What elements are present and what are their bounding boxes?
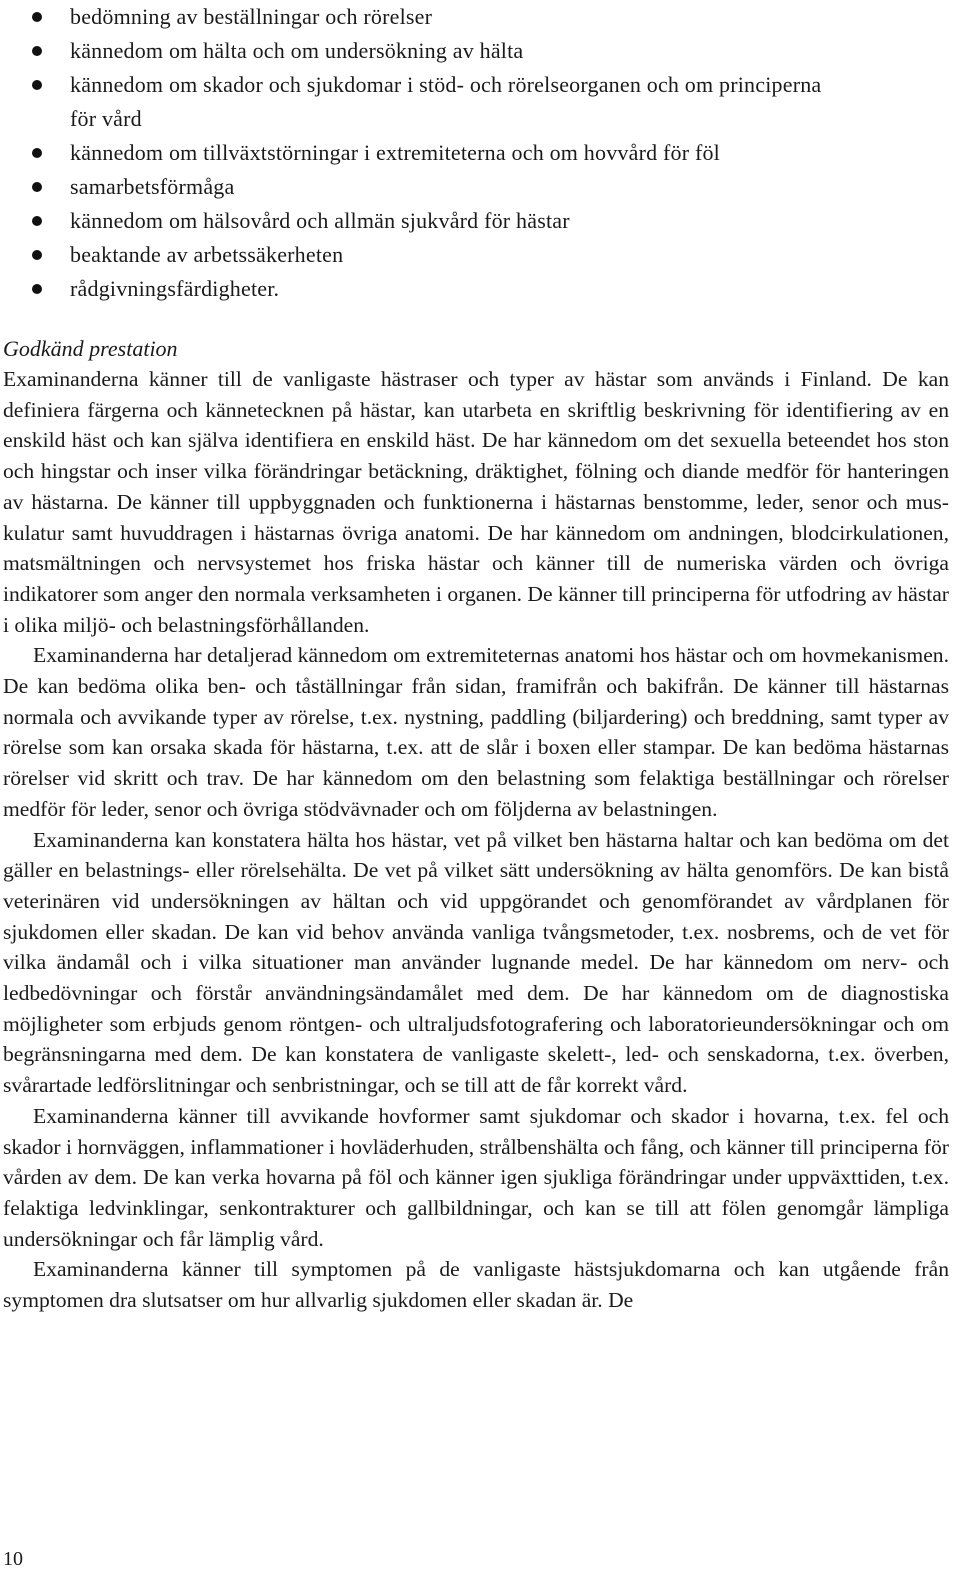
list-item: [0, 34, 960, 68]
list-item-text: rådgivningsfärdigheter.: [70, 276, 280, 301]
list-item: [0, 0, 960, 34]
list-item-text: beaktande av arbetssäkerheten: [70, 242, 344, 267]
body-text: [3, 364, 949, 1316]
page-number: 10: [3, 1548, 23, 1570]
bullet-icon: [32, 182, 42, 192]
list-item-text: samarbetsförmåga: [70, 174, 235, 199]
paragraph: Examinanderna kan konstatera hälta hos hästar, vet på vilket ben hästarna haltar och kan bedöma om det gäller en belastnings- eller rörelsehälta. De vet på vilket sätt undersökning av hälta genomförs. De kan bistå veterinären vid undersökningen av hältan och vid uppgörandet och genomförandet av vårdplanen för sjukdomen eller skadan. De kan vid behov använda vanliga tvångsmetoder, t.ex. nosbrems, och de vet för vilka ändamål och i vilka situationer man använder lugnande medel. De har kännedom om nerv- och ledbedövningar och förstår användningsändamålet med dem. De har kännedom om de diagnostiska möjligheter som erbjuds genom röntgen- och ultraljudsfotografering och laboratorieundersökningar och om begränsningarna med dem. De kan konstatera de vanligaste skelett-, led- och senskadorna, t.ex. överben, svårartade ledförslitningar och senbristningar, och se till att de får korrekt vård.: [3, 827, 949, 1098]
list-item: [0, 68, 960, 136]
section-heading: Godkänd prestation: [3, 336, 178, 361]
bullet-icon: [32, 12, 42, 22]
list-item: [0, 204, 960, 238]
list-item-text: bedömning av beställningar och rörelser: [70, 4, 433, 29]
bullet-icon: [32, 80, 42, 90]
bullet-icon: [32, 250, 42, 260]
bullet-icon: [32, 148, 42, 158]
list-item-text: kännedom om skador och sjukdomar i stöd- och rörelseorganen och om principerna för vård: [70, 72, 822, 131]
bullet-icon: [32, 46, 42, 56]
list-item: [0, 136, 960, 170]
list-item: [0, 272, 960, 306]
bullet-icon: [32, 284, 42, 294]
bullet-icon: [32, 216, 42, 226]
list-item-text: kännedom om hälta och om undersökning av hälta: [70, 38, 524, 63]
paragraph: Examinanderna har detaljerad kännedom om extremiteternas anatomi hos hästar och om hovmekanismen. De kan bedöma olika ben- och tåställningar från sidan, framifrån och bakifrån. De känner till hästarnas normala och avvikande typer av rörelse, t.ex. nystning, paddling (biljardering) och breddning, samt typer av rörelse som kan orsaka skada för hästarna, t.ex. att de slår i boxen eller stampar. De kan bedöma hästarnas rörelser vid skritt och trav. De har kännedom om den belastning som felaktiga beställningar och rörelser medför för leder, senor och övriga stödvävnader och om följderna av belastningen.: [3, 643, 949, 821]
paragraph: Examinanderna känner till avvikande hovformer samt sjukdomar och skador i hovarna, t.ex. fel och skador i hornväggen, inflammationer i hovläderhuden, strålbenshälta och fång, och känner till principerna för vården av dem. De kan verka hovarna på föl och känner igen sjukliga förändringar under uppväxttiden, t.ex. felaktiga ledvinklingar, senkontrakturer och gallbildningar, och kan se till att fölen genomgår lämpliga undersökningar och får lämplig vård.: [3, 1103, 949, 1251]
list-item-text: kännedom om hälsovård och allmän sjukvård för hästar: [70, 208, 570, 233]
paragraph: Examinanderna känner till de vanligaste hästraser och typer av hästar som används i Finland. De kan definiera färgerna och kännetecknen på hästar, kan utarbeta en skriftlig beskrivning för identifiering av en enskild häst och kan själva identifiera en enskild häst. De har kännedom om det sexuella beteendet hos ston och hingstar och inser vilka förändringar betäckning, dräktighet, fölning och diande medför för hanteringen av hästarna. De känner till uppbyggnaden och funktionerna i hästarnas benstomme, leder, senor och muskulatur samt huvuddragen i hästarnas övriga anatomi. De har kännedom om andningen, blodcirkulationen, matsmältningen och nervsystemet hos friska hästar och känner till de numeriska värden och övriga indikatorer som anger den normala verksamheten i organen. De känner till principerna för utfodring av hästar i olika miljö- och belastningsförhållanden.: [3, 367, 949, 637]
competence-list: [0, 0, 960, 306]
list-item: [0, 170, 960, 204]
list-item: [0, 238, 960, 272]
list-item-text: kännedom om tillväxtstörningar i extremiteterna och om hovvård för föl: [70, 140, 720, 165]
paragraph: Examinanderna känner till symptomen på de vanligaste hästsjukdomarna och kan utgående från symptomen dra slutsatser om hur allvarlig sjukdomen eller skadan är. De: [3, 1257, 949, 1313]
